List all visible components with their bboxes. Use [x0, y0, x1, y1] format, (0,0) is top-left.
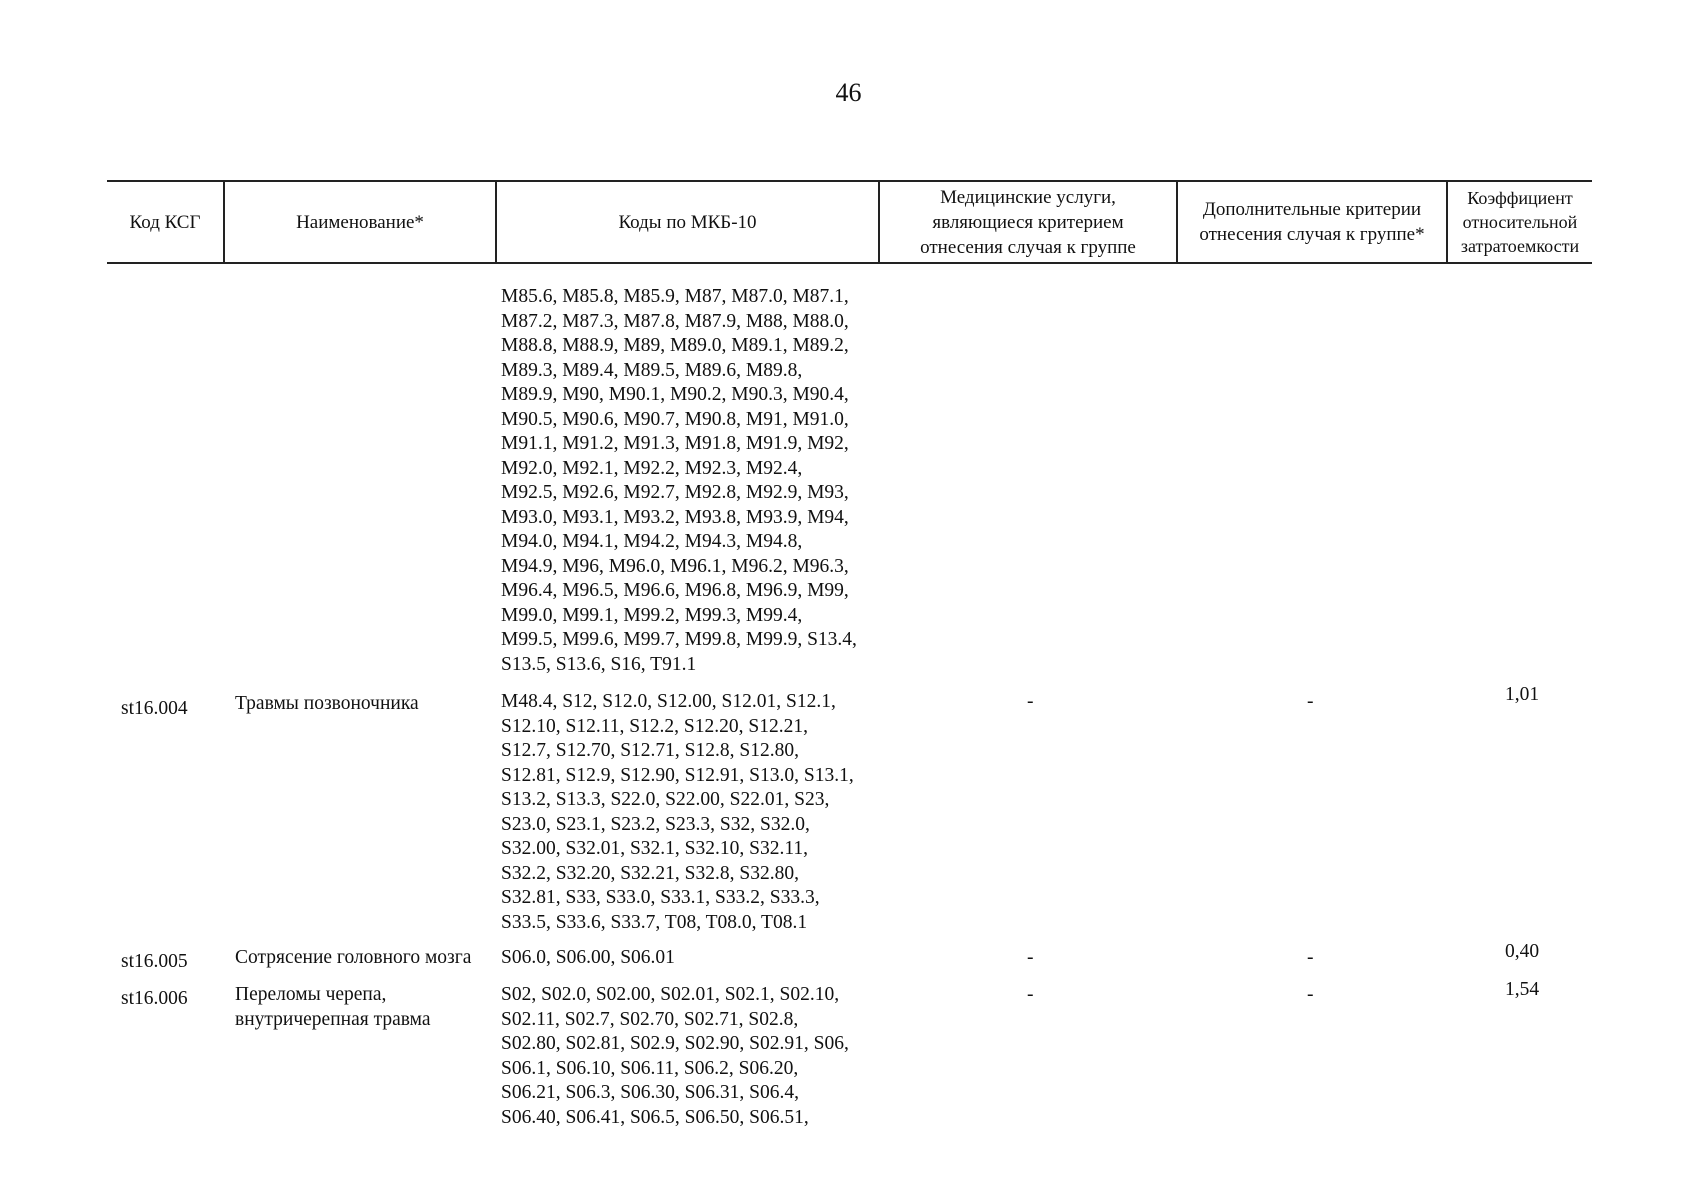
icd-codes: S06.0, S06.00, S06.01 — [501, 947, 675, 968]
icd-codes: M48.4, S12, S12.0, S12.00, S12.01, S12.1, S12.10, S12.11, S12.2, S12.20, S12.21, S12.7, S12.70, S12.71, S12.8, S12.80, S12.81, S12.9, S12.90, S12.91, S13.0, S13.1, S13.2, S13.3, S22.0, S22.00, S22.01, S23, S23.0, S23.1, S23.2, S23.3, S32, S32.0, S32.00, S32.01, S32.1, S32.10, S32.11, S32.2, S32.20, S32.21, S32.8, S32.80, S32.81, S33, S33.0, S33.1, S33.2, S33.3, S33.5, S33.6, S33.7, T08, T08.0, T08.1 — [501, 691, 854, 933]
header-add-criteria: Дополнительные критерии отнесения случая к группе* — [1176, 182, 1446, 262]
med-services: - — [1027, 691, 1034, 712]
icd-codes: M85.6, M85.8, M85.9, M87, M87.0, M87.1, M87.2, M87.3, M87.8, M87.9, M88, M88.0, M88.8, M88.9, M89, M89.0, M89.1, M89.2, M89.3, M89.4, M89.5, M89.6, M89.8, M89.9, M90, M90.1, M90.2, M90.3, M90.4, M90.5, M90.6, M90.7, M90.8, M91, M91.0, M91.1, M91.2, M91.3, M91.8, M91.9, M92, M92.0, M92.1, M92.2, M92.3, M92.4, M92.5, M92.6, M92.7, M92.8, M92.9, M93, M93.0, M93.1, M93.2, M93.8, M93.9, M94, M94.0, M94.1, M94.2, M94.3, M94.8, M94.9, M96, M96.0, M96.1, M96.2, M96.3, M96.4, M96.5, M96.6, M96.8, M96.9, M99, M99.0, M99.1, M99.2, M99.3, M99.4, M99.5, M99.6, M99.7, M99.8, M99.9, S13.4, S13.5, S13.6, S16, T91.1 — [501, 286, 857, 675]
add-criteria: - — [1307, 691, 1314, 712]
icd-codes: S02, S02.0, S02.00, S02.01, S02.1, S02.10, S02.11, S02.7, S02.70, S02.71, S02.8, S02.80, S02.81, S02.9, S02.90, S02.91, S06, S06.1, S06.10, S06.11, S06.2, S06.20, S06.21, S06.3, S06.30, S06.31, S06.4, S06.40, S06.41, S06.5, S06.50, S06.51, — [501, 984, 849, 1128]
header-icd: Коды по МКБ-10 — [495, 182, 878, 262]
header-coefficient: Коэффициент относительной затратоемкости — [1446, 182, 1592, 262]
add-criteria: - — [1307, 984, 1314, 1005]
table-header — [107, 180, 1592, 264]
add-criteria: - — [1307, 947, 1314, 968]
coefficient: 1,54 — [1505, 979, 1540, 1000]
coefficient: 1,01 — [1505, 684, 1540, 705]
header-med-services: Медицинские услуги, являющиеся критерием отнесения случая к группе — [878, 182, 1176, 262]
med-services: - — [1027, 947, 1034, 968]
ksg-name: Сотрясение головного мозга — [235, 947, 472, 968]
header-code: Код КСГ — [129, 211, 201, 233]
coefficient: 0,40 — [1505, 941, 1540, 962]
ksg-code: st16.006 — [121, 988, 188, 1009]
header-name: Наименование* — [223, 182, 495, 262]
ksg-name: Травмы позвоночника — [235, 693, 419, 714]
med-services: - — [1027, 984, 1034, 1005]
ksg-code: st16.005 — [121, 951, 188, 972]
ksg-code: st16.004 — [121, 698, 188, 719]
ksg-name: Переломы черепа, внутричерепная травма — [235, 984, 431, 1030]
page-number: 46 — [835, 78, 862, 107]
